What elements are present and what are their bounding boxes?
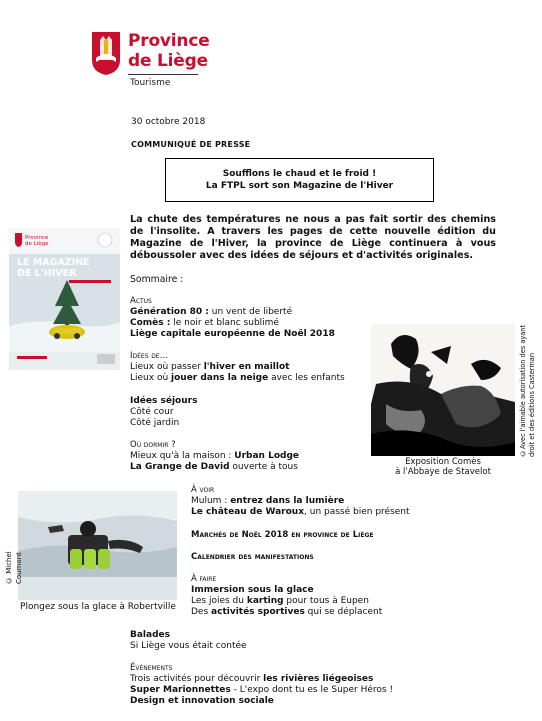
- comic-caption-line2: à l'Abbaye de Stavelot: [395, 467, 491, 477]
- section-heading-sejours: Idées séjours: [130, 396, 198, 406]
- logo-title-line1: Province: [128, 31, 210, 51]
- summary-item: Comès : le noir et blanc sublimé: [130, 318, 279, 328]
- headline-box: [165, 158, 434, 202]
- summary-item: Liège capitale européenne de Noël 2018: [130, 329, 335, 339]
- summary-item: Si Liège vous était contée: [130, 641, 247, 651]
- comes-exhibition-illustration: [371, 324, 515, 456]
- intro-paragraph: La chute des températures ne nous a pas fait sortir des chemins de l'insolite. A travers les pages de cette nouvelle édition du Magazine de l'Hiver, la province de Liège continuera à vous déboussoler avec des idées de séjours et d'activités originales.: [130, 214, 496, 261]
- press-date: 30 octobre 2018: [131, 117, 206, 127]
- press-release-label: COMMUNIQUÉ DE PRESSE: [131, 140, 251, 149]
- photo-copyright-credit: © Michel Coumont: [5, 551, 23, 584]
- section-heading-calendrier: Calendrier des manifestations: [191, 552, 314, 562]
- province-logo-emblem: [90, 30, 122, 76]
- summary-item: Génération 80 : un vent de liberté: [130, 307, 293, 317]
- section-heading-marches: Marchés de Noël 2018 en province de Liège: [191, 530, 374, 540]
- photo-caption: Plongez sous la glace à Robertville: [20, 602, 176, 612]
- section-heading-balades: Balades: [130, 630, 170, 640]
- summary-item: La Grange de David ouverte à tous: [130, 462, 298, 472]
- logo-tagline: Tourisme: [130, 78, 171, 88]
- summary-item: Des activités sportives qui se déplacent: [191, 607, 383, 617]
- section-heading-actus: Actus: [130, 296, 152, 306]
- logo-title-line2: de Liège: [128, 51, 208, 71]
- summary-item: Immersion sous la glace: [191, 585, 314, 595]
- summary-item: Les joies du karting pour tous à Eupen: [191, 596, 369, 606]
- magazine-cover-brand2: de Liège: [25, 241, 49, 247]
- headline-line1: Soufflons le chaud et le froid !: [222, 169, 377, 179]
- headline-line2: La FTPL sort son Magazine de l'Hiver: [205, 181, 394, 191]
- ice-diving-photo: [18, 491, 177, 600]
- summary-item: Mulum : entrez dans la lumière: [191, 496, 345, 506]
- section-heading-voir: À voir: [191, 485, 215, 495]
- magazine-cover-title1: LE MAGAZINE: [17, 257, 90, 268]
- summary-item: Trois activités pour découvrir les rivières liégeoises: [130, 674, 374, 684]
- sommaire-label: Sommaire :: [130, 274, 184, 285]
- summary-item: Côté cour: [130, 407, 174, 417]
- logo-divider: [128, 74, 198, 75]
- section-heading-dormir: Où dormir ?: [130, 440, 176, 450]
- summary-item: Mieux qu'à la maison : Urban Lodge: [130, 451, 299, 461]
- comic-copyright-credit: ©Avec l'aimable autorisation des ayant droit et des éditions Casterman: [519, 324, 536, 457]
- magazine-cover-title2: DE L'HIVER: [17, 268, 77, 279]
- summary-item: Design et innovation sociale: [130, 696, 274, 706]
- summary-item: Côté jardin: [130, 418, 180, 428]
- summary-item: Super Marionnettes - L'expo dont tu es le Super Héros !: [130, 685, 394, 695]
- summary-item: Lieux où passer l'hiver en maillot: [130, 362, 290, 372]
- summary-item: Le château de Waroux, un passé bien présent: [191, 507, 410, 517]
- section-heading-faire: À faire: [191, 574, 217, 584]
- section-heading-evenements: Événements: [130, 663, 173, 673]
- magazine-cover-image: [9, 228, 120, 370]
- comic-caption-line1: Exposition Comès: [405, 457, 481, 467]
- summary-item: Lieux où jouer dans la neige avec les enfants: [130, 373, 345, 383]
- magazine-cover-brand1: Province: [25, 235, 49, 241]
- section-heading-idees: Idées de…: [130, 351, 169, 361]
